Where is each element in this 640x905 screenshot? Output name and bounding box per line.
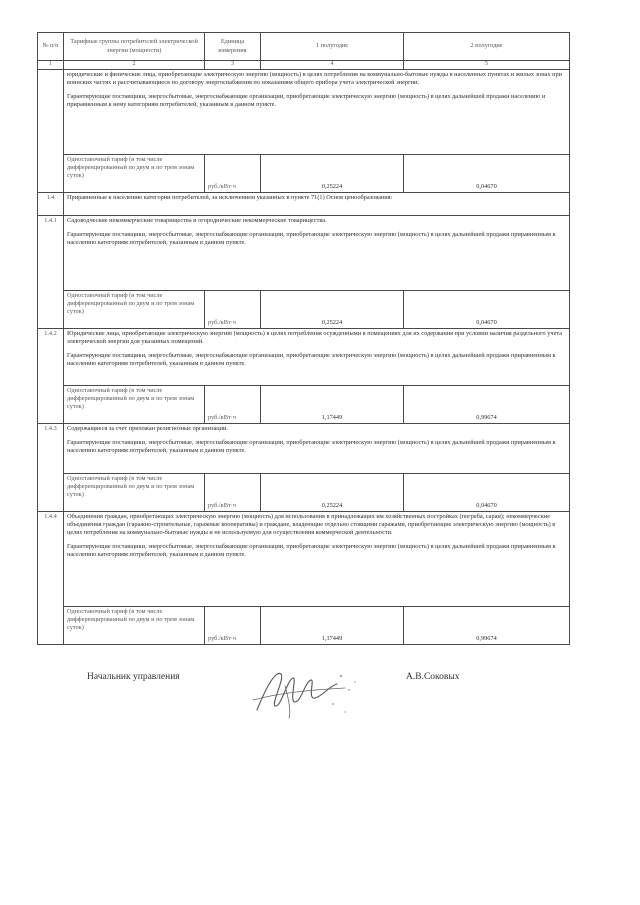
tariff-row (38, 606, 570, 644)
tariff-row (38, 154, 570, 192)
tariff-row (38, 290, 570, 328)
column-number: 4 (261, 61, 404, 70)
section-text: Содержащиеся за счет прихожан религиозные организации. (67, 424, 228, 432)
tariff-value-h2: 0,99674 (404, 606, 570, 644)
column-number: 5 (404, 61, 570, 70)
column-number: 1 (38, 61, 64, 70)
tariff-value-h2: 0,04670 (404, 154, 570, 192)
tariff-value-h2: 0,04670 (404, 290, 570, 328)
tariff-unit: руб./кВт·ч (205, 606, 261, 644)
table-row (38, 328, 570, 385)
row-number: 1.4 (38, 192, 64, 215)
column-numbers-row (38, 61, 570, 70)
tariff-value-h2: 0,99674 (404, 385, 570, 423)
tariff-label: Одноставочный тариф (в том числе дифференцированный по двум и по трем зонам суток) (64, 154, 205, 192)
tariff-label: Одноставочный тариф (в том числе дифференцированный по двум и по трем зонам суток) (64, 606, 205, 644)
tariff-label: Одноставочный тариф (в том числе дифференцированный по двум и по трем зонам суток) (64, 385, 205, 423)
tariff-row (38, 385, 570, 423)
table-row (38, 69, 570, 154)
tariff-unit: руб./кВт·ч (205, 473, 261, 511)
table-row (38, 215, 570, 290)
section-description (64, 423, 570, 473)
section-text: Гарантирующие поставщики, энергосбытовые, энергоснабжающие организации, приобретающие электрическую энергию (мощность) в целях дальнейшей продажи приравненным к населению категориям потребителей, указанным в данном пункте. (67, 230, 556, 246)
section-text: Гарантирующие поставщики, энергосбытовые, энергоснабжающие организации, приобретающие электрическую энергию (мощность) в целях дальнейшей продажи приравненным к населению категориям потребителей, указанным в данном пункте. (67, 351, 556, 367)
tariff-unit: руб./кВт·ч (205, 154, 261, 192)
table-header-row (38, 33, 570, 61)
header-group: Тарифные группы потребителей электрической энергии (мощности) (64, 33, 205, 61)
tariff-value-h1: 0,25224 (261, 290, 404, 328)
header-num: № п/п (38, 33, 64, 61)
section-description (64, 328, 570, 385)
table-row (38, 192, 570, 215)
tariff-table (37, 32, 570, 645)
section-text: Гарантирующие поставщики, энергосбытовые, энергоснабжающие организации, приобретающие электрическую энергию (мощность) в целях дальнейшей продажи приравненным к населению категориям потребителей, указанным в данном пункте. (67, 438, 556, 454)
tariff-value-h1: 1,17449 (261, 606, 404, 644)
section-description (64, 69, 570, 154)
table-row (38, 511, 570, 606)
row-number: 1.4.4 (38, 511, 64, 644)
tariff-value-h2: 0,04670 (404, 473, 570, 511)
section-text: Объединения граждан, приобретающих электрическую энергию (мощность) для использования в принадлежащих им хозяйственных постройках (погреба, сараи); некоммерческие объединения граждан (гаражно-строительные, гаражные кооперативы) и граждане, владеющие отдельно стоящими гаражами, приобретающие электрическую энергию (мощность) в целях потребления на коммунально-бытовые нужды и не используемую для осуществления коммерческой деятельности. (67, 512, 556, 536)
tariff-unit: руб./кВт·ч (205, 290, 261, 328)
section-description (64, 511, 570, 606)
signatory-name: А.В.Соковых (406, 672, 460, 682)
header-h1: 1 полугодие (261, 33, 404, 61)
section-description (64, 215, 570, 290)
handwritten-signature (245, 660, 365, 720)
row-number: 1.4.2 (38, 328, 64, 423)
section-text: Юридические лица, приобретающие электрическую энергию (мощность) в целях потребления осужденными в помещениях для их содержания при условии наличия раздельного учета электрической энергии для указанных помещений. (67, 329, 563, 345)
signature-block (0, 660, 640, 740)
section-text: Гарантирующие поставщики, энергосбытовые, энергоснабжающие организации, приобретающие электрическую энергию (мощность) в целях дальнейшей продажи населению и приравненным к нему категориям потребителей, указанным в данном пункте. (67, 92, 546, 108)
row-number: 1.4.1 (38, 215, 64, 328)
signatory-title: Начальник управления (87, 672, 180, 682)
section-description: Приравненные к населению категории потребителей, за исключением указанных в пункте 71(1) Основ ценообразования: (64, 192, 570, 215)
header-h2: 2 полугодие (404, 33, 570, 61)
section-text: юридические и физические лица, приобретающие электрическую энергию (мощность) в целях потребления на коммунально-бытовые нужды в населенных пунктах и жилых зонах при воинских частях и рассчитывающиеся по договору энергоснабжения по показаниям общего прибора учета электрической энергии. (67, 70, 562, 86)
column-number: 2 (64, 61, 205, 70)
tariff-unit: руб./кВт·ч (205, 385, 261, 423)
tariff-row (38, 473, 570, 511)
header-unit: Единица измерения (205, 33, 261, 61)
tariff-label: Одноставочный тариф (в том числе дифференцированный по двум и по трем зонам суток) (64, 473, 205, 511)
section-text: Гарантирующие поставщики, энергосбытовые, энергоснабжающие организации, приобретающие электрическую энергию (мощность) в целях дальнейшей продажи приравненным к населению категориям потребителей, указанным в данном пункте. (67, 542, 556, 558)
column-number: 3 (205, 61, 261, 70)
tariff-value-h1: 1,17449 (261, 385, 404, 423)
row-number-empty (38, 69, 64, 192)
row-number: 1.4.3 (38, 423, 64, 511)
tariff-value-h1: 0,25224 (261, 473, 404, 511)
table-row (38, 423, 570, 473)
tariff-value-h1: 0,25224 (261, 154, 404, 192)
section-text: Садоводческие некоммерческие товарищества и огороднические некоммерческие товарищества. (67, 216, 327, 224)
tariff-label: Одноставочный тариф (в том числе дифференцированный по двум и по трем зонам суток) (64, 290, 205, 328)
